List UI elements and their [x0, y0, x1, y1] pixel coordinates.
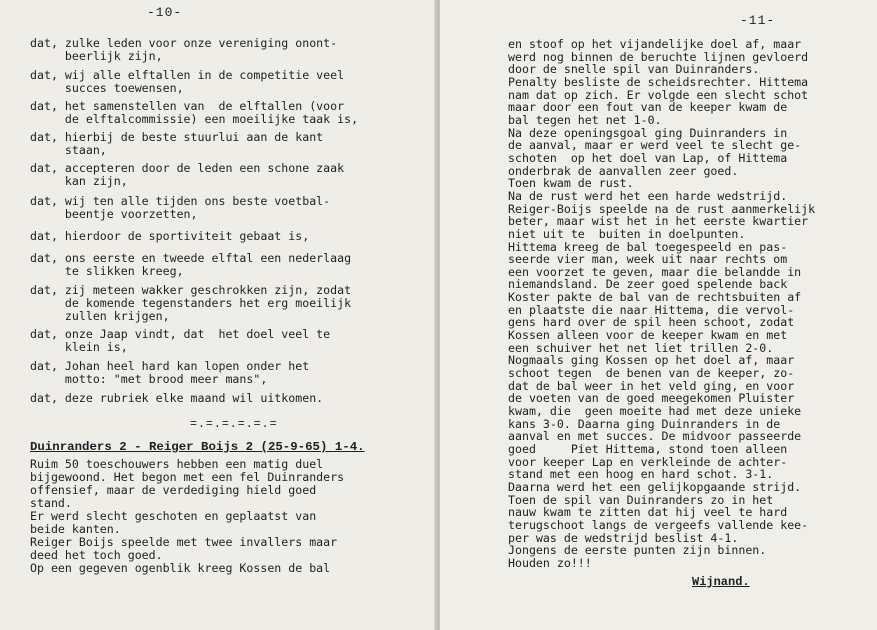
- separator: =.=.=.=.=.=: [190, 418, 278, 431]
- dat-item: dat, het samenstellen van de elftallen (voor de elftalcommissie) een moeilijke taak is,: [30, 99, 359, 126]
- left-page: [0, 0, 436, 630]
- page-number-left: -10-: [147, 5, 183, 20]
- dat-item: dat, wij alle elftallen in de competitie veel succes toewensen,: [30, 68, 345, 95]
- dat-item: dat, Johan heel hard kan lopen onder het motto: "met brood meer mans",: [30, 359, 310, 386]
- dat-item: dat, zulke leden voor onze vereniging onont- beerlijk zijn,: [30, 36, 338, 63]
- dat-item: dat, accepteren door de leden een schone zaak kan zijn,: [30, 161, 345, 188]
- page-number-right: -11-: [740, 13, 776, 28]
- dat-item: dat, deze rubriek elke maand wil uitkomen.: [30, 391, 324, 405]
- dat-item: dat, hierbij de beste stuurlui aan de kant staan,: [30, 130, 324, 157]
- dat-item: dat, onze Jaap vindt, dat het doel veel te klein is,: [30, 327, 331, 354]
- match-report-right: en stoof op het vijandelijke doel af, maar werd nog binnen de beruchte lijnen gevloerd door de snelle spil van Duinranders. Penalty besliste de scheidsrechter. Hittema nam dat op zich. Er volgde een slecht schot maar door een fout van de keeper kwam de bal tegen het net 1-0. Na deze openingsgoal ging Duinranders in de aanval, maar er werd veel te slecht ge- schoten op het doel van Lap, of Hittema onderbrak de aanvallen zeer goed. Toen kwam de rust. Na de rust werd het een harde wedstrijd. Reiger-Boijs speelde na de rust aanmerkelijk beter, maar wist het in het eerste kwartier niet uit te buiten in doelpunten. Hittema kreeg de bal toegespeeld en pas- seerde vier man, week uit naar rechts om een voorzet te geven, maar die belandde in niemandsland. De zeer goed spelende back Koster pakte de bal van de rechtsbuiten af en plaatste die naar Hittema, die vervol- gens hard over de spil heen schoot, zodat Kossen alleen voor de keeper kwam en met een schuiver het net liet trillen 2-0. Nogmaals ging Kossen op het doel af, maar schoot tegen de benen van de keeper, zo- dat de bal weer in het veld ging, en voor de voeten van de goed meegekomen Pluister kwam, die geen moeite had met deze unieke kans 3-0. Daarna ging Duinranders in de aanval en met succes. De midvoor passeerde goed Piet Hittema, stond toen alleen voor keeper Lap en verkleinde de achter- stand met een hoog en hard schot. 3-1. Daarna werd het een gelijkopgaande strijd. Toen de spil van Duinranders zo in het nauw kwam te zitten dat hij veel te hard terugschoot langs de vergeefs vallende kee- per was de wedstrijd beslist 4-1. Jongens de eerste punten zijn binnen. Houden zo!!!: [508, 37, 816, 570]
- signature: Wijnand.: [692, 575, 750, 589]
- match-report-left: Ruim 50 toeschouwers hebben een matig duel bijgewoond. Het begon met een fel Duinranders offensief, maar de verdediging hield goed stand. Er werd slecht geschoten en geplaatst van beide kanten. Reiger Boijs speelde met twee invallers maar deed het toch goed. Op een gegeven ogenblik kreeg Kossen de bal: [30, 457, 345, 575]
- dat-item: dat, hierdoor de sportiviteit gebaat is,: [30, 229, 310, 243]
- dat-item: dat, zij meteen wakker geschrokken zijn, zodat de komende tegenstanders het erg moeilijk zullen krijgen,: [30, 283, 352, 323]
- dat-item: dat, wij ten alle tijden ons beste voetbal- beentje voorzetten,: [30, 194, 331, 221]
- dat-item: dat, ons eerste en tweede elftal een nederlaag te slikken kreeg,: [30, 251, 352, 278]
- match-heading: Duinranders 2 - Reiger Boijs 2 (25-9-65) 1-4.: [30, 440, 365, 454]
